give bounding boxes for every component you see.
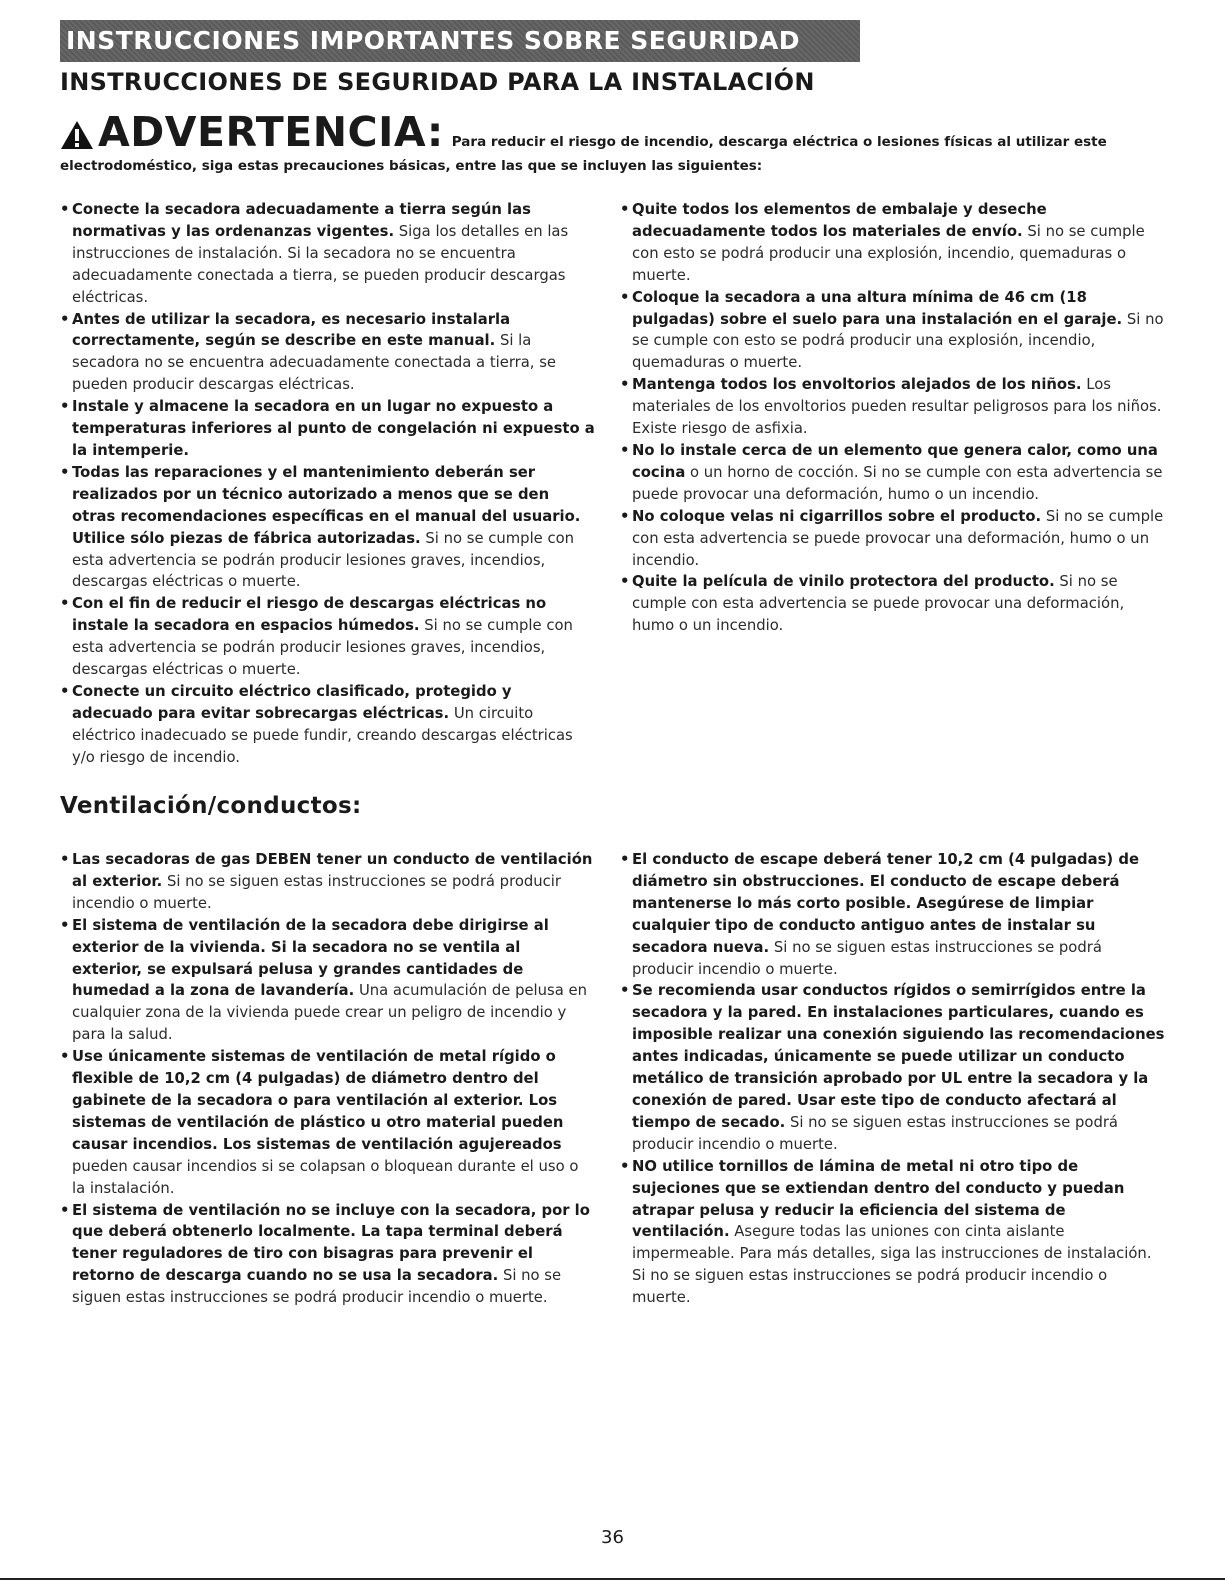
- list-item: • El sistema de ventilación de la secadora debe dirigirse al exterior de la vivienda. Si la secadora no se ventila al exterior, se expulsará pelusa y grandes cantidades de humedad a la zona de lavandería. Una acumulación de pelusa en cualquier zona de la vivienda puede crear un peligro de incendio y para la salud.: [60, 915, 595, 1046]
- list-item: • Conecte un circuito eléctrico clasificado, protegido y adecuado para evitar sobrecargas eléctricas. Un circuito eléctrico inadecuado se puede fundir, creando descargas eléctricas y/o riesgo de incendio.: [60, 681, 595, 769]
- safety-banner: INSTRUCCIONES IMPORTANTES SOBRE SEGURIDAD: [60, 20, 860, 62]
- install-left-list: [60, 199, 595, 769]
- list-item: • Mantenga todos los envoltorios alejados de los niños. Los materiales de los envoltorios pueden resultar peligrosos para los niños. Existe riesgo de asfixia.: [620, 374, 1165, 440]
- list-item: • No lo instale cerca de un elemento que genera calor, como una cocina o un horno de cocción. Si no se cumple con esta advertencia se puede provocar una deformación, humo o un incendio.: [620, 440, 1165, 506]
- list-item: • Use únicamente sistemas de ventilación de metal rígido o flexible de 10,2 cm (4 pulgadas) de diámetro dentro del gabinete de la secadora o para ventilación al exterior. Los sistemas de ventilación de plástico u otro material pueden causar incendios. Los sistemas de ventilación agujereados pueden causar incendios si se colapsan o bloquean durante el uso o la instalación.: [60, 1046, 595, 1199]
- vent-left-list: [60, 849, 595, 1309]
- warning-triangle-icon: [60, 120, 94, 154]
- list-item: • Con el fin de reducir el riesgo de descargas eléctricas no instale la secadora en espacios húmedos. Si no se cumple con esta advertencia se podrán producir lesiones graves, incendios, descargas eléctricas o muerte.: [60, 593, 595, 681]
- list-item: • Las secadoras de gas DEBEN tener un conducto de ventilación al exterior. Si no se siguen estas instrucciones se podrá producir incendio o muerte.: [60, 849, 595, 915]
- list-item: • NO utilice tornillos de lámina de metal ni otro tipo de sujeciones que se extiendan dentro del conducto y puedan atrapar pelusa y reducir la eficiencia del sistema de ventilación. Asegure todas las uniones con cinta aislante impermeable. Para más detalles, siga las instrucciones de instalación. Si no se siguen estas instrucciones se podrá producir incendio o muerte.: [620, 1156, 1165, 1309]
- install-left-column: [60, 199, 595, 769]
- bottom-rule: [0, 1578, 1225, 1580]
- installation-safety-heading: INSTRUCCIONES DE SEGURIDAD PARA LA INSTALACIÓN: [60, 68, 815, 96]
- list-item: • Conecte la secadora adecuadamente a tierra según las normativas y las ordenanzas vigentes. Siga los detalles en las instrucciones de instalación. Si la secadora no se encuentra adecuadamente conectada a tierra, se pueden producir descargas eléctricas.: [60, 199, 595, 309]
- list-item: • Todas las reparaciones y el mantenimiento deberán ser realizados por un técnico autorizado a menos que se den otras recomendaciones específicas en el manual del usuario. Utilice sólo piezas de fábrica autorizadas. Si no se cumple con esta advertencia se podrán producir lesiones graves, incendios, descargas eléctricas o muerte.: [60, 462, 595, 593]
- vent-right-list: [620, 849, 1165, 1309]
- list-item: • El conducto de escape deberá tener 10,2 cm (4 pulgadas) de diámetro sin obstrucciones. El conducto de escape deberá mantenerse lo más corto posible. Asegúrese de limpiar cualquier tipo de conducto antiguo antes de instalar su secadora nueva. Si no se siguen estas instrucciones se podrá producir incendio o muerte.: [620, 849, 1165, 980]
- list-item: • Antes de utilizar la secadora, es necesario instalarla correctamente, según se describe en este manual. Si la secadora no se encuentra adecuadamente conectada a tierra, se pueden producir descargas eléctricas.: [60, 309, 595, 397]
- vent-right-column: [620, 849, 1165, 1309]
- list-item: • Quite todos los elementos de embalaje y deseche adecuadamente todos los materiales de envío. Si no se cumple con esto se podrá producir una explosión, incendio, quemaduras o muerte.: [620, 199, 1165, 287]
- list-item: • Instale y almacene la secadora en un lugar no expuesto a temperaturas inferiores al punto de congelación ni expuesto a la intemperie.: [60, 396, 595, 462]
- warning-text-line2: electrodoméstico, siga estas precauciones básicas, entre las que se incluyen las siguientes:: [60, 158, 763, 174]
- list-item: • El sistema de ventilación no se incluye con la secadora, por lo que deberá obtenerlo localmente. La tapa terminal deberá tener reguladores de tiro con bisagras para prevenir el retorno de descarga cuando no se usa la secadora. Si no se siguen estas instrucciones se podrá producir incendio o muerte.: [60, 1200, 595, 1310]
- warning-text-line1: Para reducir el riesgo de incendio, descarga eléctrica o lesiones físicas al utilizar este: [451, 134, 1107, 150]
- list-item: • Coloque la secadora a una altura mínima de 46 cm (18 pulgadas) sobre el suelo para una instalación en el garaje. Si no se cumple con esto se podrá producir una explosión, incendio, quemaduras o muerte.: [620, 287, 1165, 375]
- warning-block: [60, 108, 1170, 156]
- list-item: • No coloque velas ni cigarrillos sobre el producto. Si no se cumple con esta advertencia se puede provocar una deformación, humo o un incendio.: [620, 506, 1165, 572]
- warning-word: ADVERTENCIA:: [98, 108, 444, 156]
- vent-left-column: [60, 849, 595, 1309]
- list-item: • Quite la película de vinilo protectora del producto. Si no se cumple con esta advertencia se puede provocar una deformación, humo o un incendio.: [620, 571, 1165, 637]
- install-right-column: [620, 199, 1165, 637]
- list-item: • Se recomienda usar conductos rígidos o semirrígidos entre la secadora y la pared. En instalaciones particulares, cuando es imposible realizar una conexión siguiendo las recomendaciones antes indicadas, únicamente se puede utilizar un conducto metálico de transición aprobado por UL entre la secadora y la conexión de pared. Usar este tipo de conducto afectará al tiempo de secado. Si no se siguen estas instrucciones se podrá producir incendio o muerte.: [620, 980, 1165, 1155]
- ventilation-heading: Ventilación/conductos:: [60, 793, 362, 819]
- install-right-list: [620, 199, 1165, 637]
- page-number: 36: [601, 1527, 624, 1548]
